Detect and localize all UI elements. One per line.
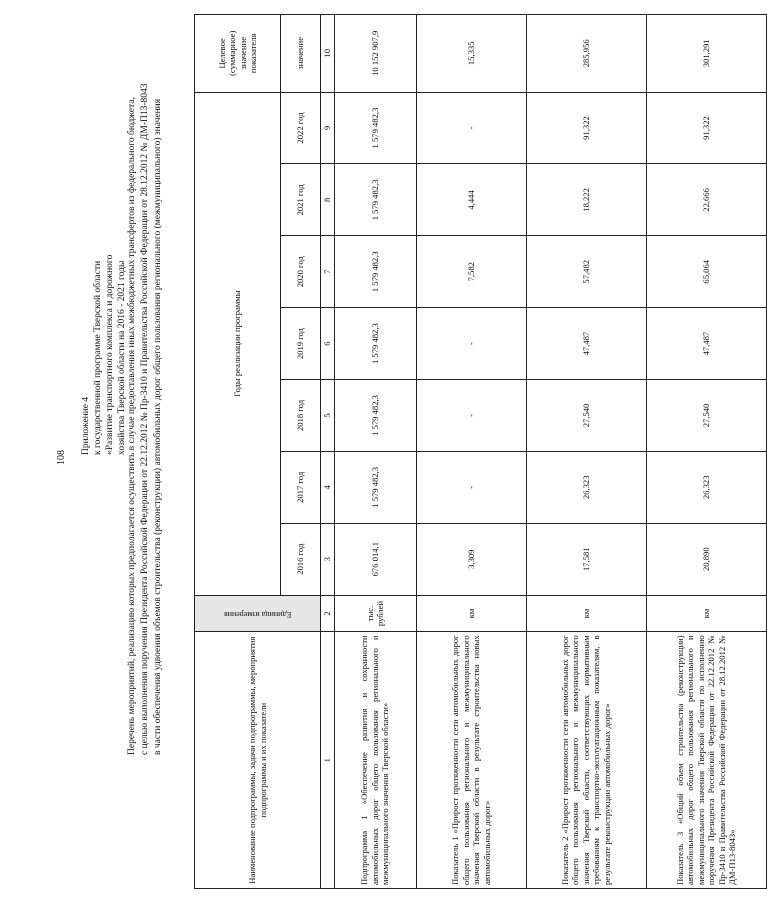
header-unit-text: Единица измерения: [223, 609, 292, 619]
col-number: 7: [321, 236, 335, 308]
document-heading: [126, 55, 165, 755]
col-number: 10: [321, 15, 335, 93]
row-value: 26,323: [526, 451, 646, 523]
row-name: Показатель 3 «Общий объем строительства (реконструкции) автомобильных дорог общего пользования регионального и межмуниципального значения Тверской области по исполнению поручения Президента Российской Федерации от 22.12.2012 № Пр-3410 и Правительства Российской Федерации от 28.12.2012 № ДМ-П13-8043»: [646, 632, 766, 889]
row-value: 47,487: [646, 308, 766, 380]
row-value: 17,581: [526, 523, 646, 595]
heading-line: в части обеспечения удвоения объемов строительства (реконструкции) автомобильных дорог общего пользования регионального (межмуниципального) значения: [153, 98, 163, 755]
year-2018: 2018 год: [281, 380, 321, 452]
row-name: Показатель 1 «Прирост протяженности сети автомобильных дорог общего пользования регионального и межмуниципального значения Тверской области в результате строительства новых автомобильных дорог»: [416, 632, 526, 889]
table-row: [334, 15, 416, 889]
row-value: 676 014,1: [334, 523, 416, 595]
page-number: 108: [56, 450, 67, 465]
row-unit: км: [646, 595, 766, 632]
row-value: -: [416, 92, 526, 164]
row-value: -: [416, 308, 526, 380]
heading-line: с целью выполнения поручения Президента Российской Федерации от 22.12.2012 № Пр-3410 и Правительства Российской Федерации от 28.12.2012 № ДМ-П13-8043: [140, 83, 150, 755]
row-value: 7,582: [416, 236, 526, 308]
program-table: [194, 14, 767, 889]
row-target: 10 152 907,9: [334, 15, 416, 93]
year-2021: 2021 год: [281, 164, 321, 236]
row-value: 57,482: [526, 236, 646, 308]
row-value: -: [416, 451, 526, 523]
row-value: -: [416, 380, 526, 452]
row-value: 1 579 482,3: [334, 164, 416, 236]
row-value: 1 579 482,3: [334, 308, 416, 380]
row-value: 18,222: [526, 164, 646, 236]
row-unit: км: [416, 595, 526, 632]
heading-line: Перечень мероприятий, реализацию которых предполагается осуществить в случае предоставления иных межбюджетных трансфертов из федерального бюджета,: [127, 97, 137, 755]
row-target: 301,291: [646, 15, 766, 93]
col-number: 3: [321, 523, 335, 595]
row-value: 47,487: [526, 308, 646, 380]
row-value: 27,540: [526, 380, 646, 452]
row-value: 91,322: [646, 92, 766, 164]
row-target: 285,956: [526, 15, 646, 93]
table-row: [526, 15, 646, 889]
row-value: 3,309: [416, 523, 526, 595]
year-2017: 2017 год: [281, 451, 321, 523]
appendix-line: к государственной программе Тверской области: [93, 260, 103, 455]
appendix-line: «Развитие транспортного комплекса и дорожного: [105, 254, 115, 455]
row-value: 22,666: [646, 164, 766, 236]
row-name: Показатель 2 «Прирост протяженности сети автомобильных дорог общего пользования регионального и межмуниципального значения Тверской области, соответствующих нормативным требованиям к транспортно-эксплуатационным показателям, в результате реконструкции автомобильных дорог»: [526, 632, 646, 889]
header-unit: [195, 595, 321, 632]
col-number: 5: [321, 380, 335, 452]
col-number: 2: [321, 595, 335, 632]
appendix-block: [80, 125, 128, 455]
row-value: 1 579 482,3: [334, 92, 416, 164]
table-row: [646, 15, 766, 889]
appendix-line: Приложение 4: [81, 396, 91, 455]
row-value: 1 579 482,3: [334, 380, 416, 452]
col-number: 1: [321, 632, 335, 889]
year-2022: 2022 год: [281, 92, 321, 164]
row-value: 4,444: [416, 164, 526, 236]
col-number: 8: [321, 164, 335, 236]
row-value: 26,323: [646, 451, 766, 523]
row-value: 1 579 482,3: [334, 236, 416, 308]
header-years: Годы реализации программы: [195, 92, 281, 595]
table-row: [416, 15, 526, 889]
row-value: 1 579 482,3: [334, 451, 416, 523]
row-value: 20,890: [646, 523, 766, 595]
appendix-line: хозяйства Тверской области на 2016 - 2021 годы: [117, 260, 127, 455]
row-unit: тыс. рублей: [334, 595, 416, 632]
year-2016: 2016 год: [281, 523, 321, 595]
header-target: Целевое (суммарное) значение показателя: [195, 15, 281, 93]
row-value: 91,322: [526, 92, 646, 164]
header-target-value: значение: [281, 15, 321, 93]
row-name: Подпрограмма 1 «Обеспечение развития и сохранности автомобильных дорог общего пользования регионального и межмуниципального значения Тверской области»: [334, 632, 416, 889]
col-number: 4: [321, 451, 335, 523]
col-number: 6: [321, 308, 335, 380]
col-number: 9: [321, 92, 335, 164]
row-unit: км: [526, 595, 646, 632]
header-name: Наименование подпрограммы, задачи подпрограммы, мероприятия подпрограммы и их показатели: [195, 632, 321, 889]
row-value: 65,064: [646, 236, 766, 308]
year-2019: 2019 год: [281, 308, 321, 380]
year-2020: 2020 год: [281, 236, 321, 308]
row-target: 15,335: [416, 15, 526, 93]
row-value: 27,540: [646, 380, 766, 452]
